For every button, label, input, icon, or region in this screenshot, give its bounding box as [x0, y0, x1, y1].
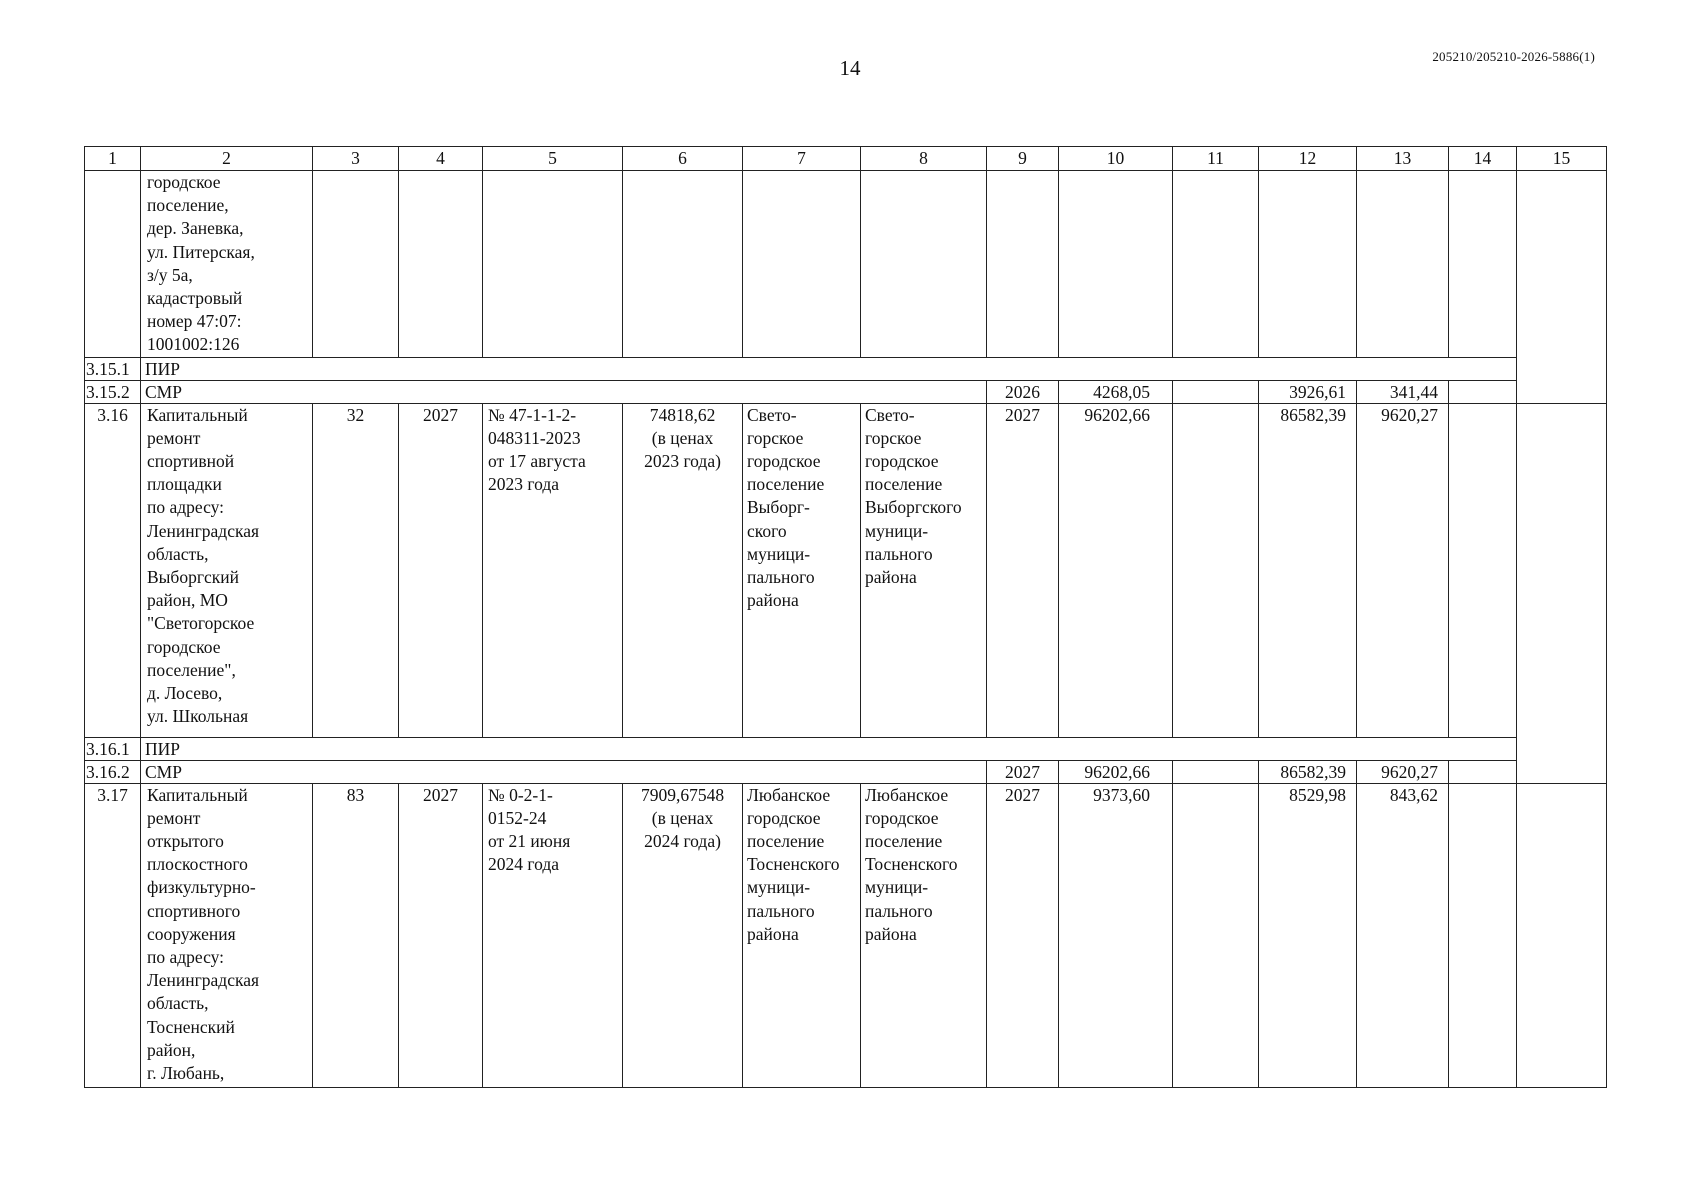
cell-regional-budget: 86582,39	[1259, 760, 1357, 783]
header-cell-1: 1	[85, 147, 141, 171]
cell-empty	[1173, 403, 1259, 737]
cell-empty	[1449, 783, 1517, 1087]
cell-total: 9373,60	[1059, 783, 1173, 1087]
cell-year: 2027	[987, 783, 1059, 1087]
cell-customer: Любанское городское поселение Тосненского муници- пального района	[743, 783, 861, 1087]
cell-year: 2027	[987, 760, 1059, 783]
header-cell-14: 14	[1449, 147, 1517, 171]
header-row	[85, 147, 1607, 171]
cell-capacity: 32	[313, 403, 399, 737]
cell-empty	[1449, 171, 1517, 358]
cell-empty	[1173, 380, 1259, 403]
cell-total: 4268,05	[1059, 380, 1173, 403]
cell-empty	[987, 171, 1059, 358]
cell-local-budget: 9620,27	[1357, 760, 1449, 783]
header-cell-13: 13	[1357, 147, 1449, 171]
header-cell-4: 4	[399, 147, 483, 171]
cell-empty	[1173, 171, 1259, 358]
cell-stage-label: ПИР	[141, 737, 1517, 760]
cell-regional-budget: 86582,39	[1259, 403, 1357, 737]
cell-regional-budget: 8529,98	[1259, 783, 1357, 1087]
cell-empty	[1517, 171, 1607, 404]
cell-local-budget: 341,44	[1357, 380, 1449, 403]
cell-empty	[1517, 403, 1607, 737]
cell-object-address: Капитальный ремонт спортивной площадки по адресу: Ленинградская область, Выборгский район, МО "Светогорское городское поселение", д. Лосево, ул. Школьная	[141, 403, 313, 737]
cell-estimate: 7909,67548 (в ценах 2024 года)	[623, 783, 743, 1087]
cell-empty	[1517, 737, 1607, 783]
cell-total: 96202,66	[1059, 760, 1173, 783]
header-cell-6: 6	[623, 147, 743, 171]
cell-id: 3.15.2	[85, 380, 141, 403]
page-number: 14	[839, 56, 861, 80]
cell-empty	[1449, 380, 1517, 403]
cell-local-budget: 9620,27	[1357, 403, 1449, 737]
header-cell-3: 3	[313, 147, 399, 171]
cell-empty	[1173, 760, 1259, 783]
cell-empty	[743, 171, 861, 358]
cell-empty	[1449, 760, 1517, 783]
cell-id: 3.16.1	[85, 737, 141, 760]
cell-id	[85, 171, 141, 358]
cell-estimate: 74818,62 (в ценах 2023 года)	[623, 403, 743, 737]
table-row-3.15.2	[85, 380, 1607, 403]
header-cell-5: 5	[483, 147, 623, 171]
cell-year: 2027	[399, 783, 483, 1087]
header-cell-11: 11	[1173, 147, 1259, 171]
cell-year: 2027	[399, 403, 483, 737]
header-cell-7: 7	[743, 147, 861, 171]
cell-year: 2026	[987, 380, 1059, 403]
table-row-3.16	[85, 403, 1607, 737]
header-cell-9: 9	[987, 147, 1059, 171]
cell-local-budget: 843,62	[1357, 783, 1449, 1087]
cell-id: 3.17	[85, 783, 141, 1087]
header-cell-15: 15	[1517, 147, 1607, 171]
cell-empty	[1259, 171, 1357, 358]
document-code: 205210/205210-2026-5886(1)	[1432, 49, 1595, 64]
cell-empty	[623, 171, 743, 358]
cell-empty	[399, 171, 483, 358]
cell-capacity: 83	[313, 783, 399, 1087]
cell-empty	[1173, 783, 1259, 1087]
cell-empty	[483, 171, 623, 358]
data-table	[84, 146, 1607, 1088]
header-cell-8: 8	[861, 147, 987, 171]
cell-object-address: городское поселение, дер. Заневка, ул. Питерская, з/у 5а, кадастровый номер 47:07: 1001002:126	[141, 171, 313, 358]
cell-stage-label: ПИР	[141, 357, 1517, 380]
cell-id: 3.15.1	[85, 357, 141, 380]
cell-year: 2027	[987, 403, 1059, 737]
cell-customer: Свето- горское городское поселение Выборг- ского муници- пального района	[743, 403, 861, 737]
cell-stage-label: СМР	[141, 380, 987, 403]
header-cell-12: 12	[1259, 147, 1357, 171]
cell-empty	[861, 171, 987, 358]
table-row-3.15.1	[85, 357, 1607, 380]
cell-total: 96202,66	[1059, 403, 1173, 737]
cell-empty	[1059, 171, 1173, 358]
cell-expertise: № 0-2-1- 0152-24 от 21 июня 2024 года	[483, 783, 623, 1087]
table-row-3.17	[85, 783, 1607, 1087]
cell-empty	[1517, 783, 1607, 1087]
cell-id: 3.16.2	[85, 760, 141, 783]
cell-empty	[1357, 171, 1449, 358]
table-row-3.16.2	[85, 760, 1607, 783]
cell-regional-budget: 3926,61	[1259, 380, 1357, 403]
cell-expertise: № 47-1-1-2- 048311-2023 от 17 августа 2023 года	[483, 403, 623, 737]
header-cell-10: 10	[1059, 147, 1173, 171]
cell-recipient: Свето- горское городское поселение Выборгского муници- пального района	[861, 403, 987, 737]
table-row-3.15-continued	[85, 171, 1607, 358]
header-cell-2: 2	[141, 147, 313, 171]
cell-empty	[313, 171, 399, 358]
cell-object-address: Капитальный ремонт открытого плоскостного физкультурно- спортивного сооружения по адресу: Ленинградская область, Тосненский район, г. Любань,	[141, 783, 313, 1087]
cell-empty	[1449, 403, 1517, 737]
cell-recipient: Любанское городское поселение Тосненского муници- пального района	[861, 783, 987, 1087]
table-row-3.16.1	[85, 737, 1607, 760]
cell-id: 3.16	[85, 403, 141, 737]
cell-stage-label: СМР	[141, 760, 987, 783]
